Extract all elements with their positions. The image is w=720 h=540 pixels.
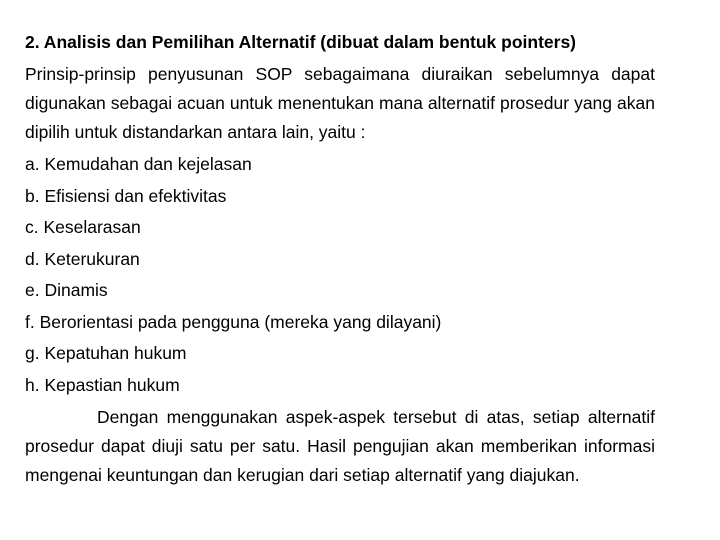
list-item: e. Dinamis: [25, 280, 108, 300]
list-item: g. Kepatuhan hukum: [25, 343, 187, 363]
criteria-list: [25, 149, 655, 401]
intro-paragraph: Prinsip-prinsip penyusunan SOP sebagaimana diuraikan sebelumnya dapat digunakan sebagai acuan untuk menentukan mana alternatif prosedur yang akan dipilih untuk distandarkan antara lain, yaitu :: [25, 64, 655, 142]
list-item: h. Kepastian hukum: [25, 374, 180, 395]
list-item: c. Keselarasan: [25, 217, 141, 237]
list-item: a. Kemudahan dan kejelasan: [25, 154, 252, 174]
document-body: [25, 27, 655, 490]
list-item: f. Berorientasi pada pengguna (mereka yang dilayani): [25, 311, 442, 332]
list-item: d. Keterukuran: [25, 248, 140, 269]
section-heading: 2. Analisis dan Pemilihan Alternatif (dibuat dalam bentuk pointers): [25, 32, 577, 52]
closing-paragraph: Dengan menggunakan aspek-aspek tersebut di atas, setiap alternatif prosedur dapat diuji satu per satu. Hasil pengujian akan memberikan informasi mengenai keuntungan dan kerugian dari setiap alternatif yang diajukan.: [25, 407, 655, 485]
list-item: b. Efisiensi dan efektivitas: [25, 185, 227, 206]
